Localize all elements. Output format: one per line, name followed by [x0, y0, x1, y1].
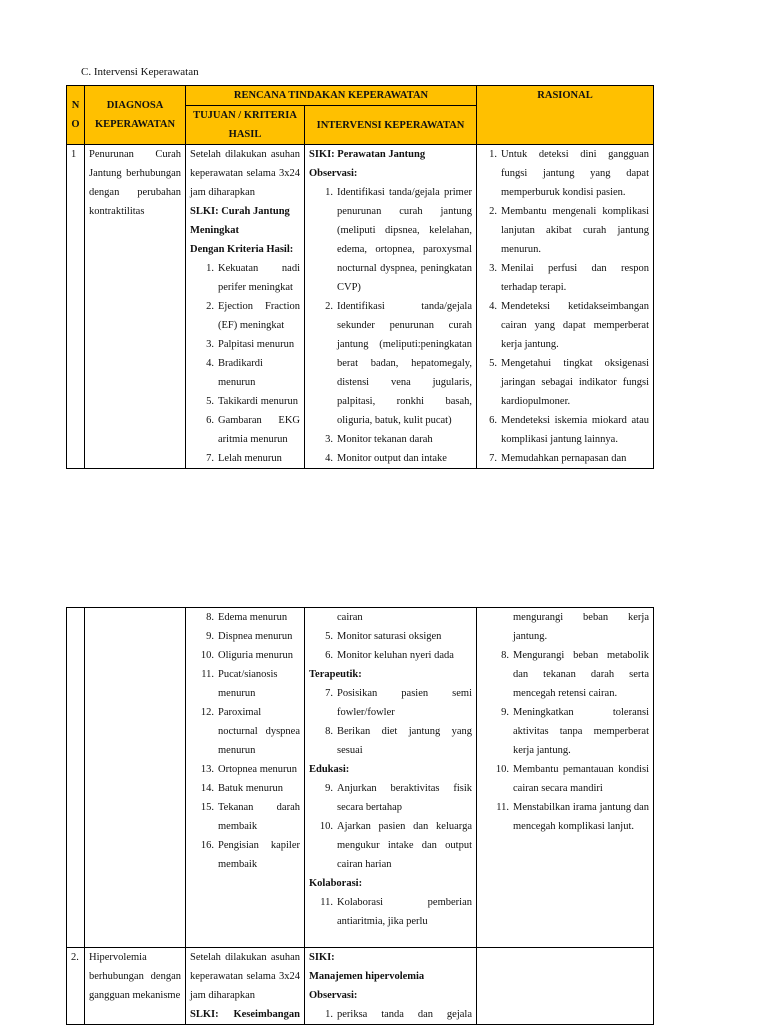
header-tujuan: TUJUAN / KRITERIA HASIL [186, 106, 305, 145]
list-number: 10. [319, 821, 333, 832]
list-number: 7. [325, 688, 333, 699]
list-number: 11. [496, 802, 509, 813]
list-text: Identifikasi tanda/gejala sekunder penurunan curah jantung (meliputi:peningkatan berat badan, hepatomegaly, distensi vena jugularis, palpitasi, ronkhi basah, oliguria, batuk, kulit pucat) [337, 301, 472, 426]
list-text: Posisikan pasien semi fowler/fowler [337, 688, 472, 718]
list-item [481, 354, 649, 411]
row-2-tujuan-intro: Setelah dilakukan asuhan keperawatan selama 3x24 jam diharapkan [190, 952, 300, 1001]
list-text: Monitor tekanan darah [337, 434, 433, 445]
list-number: 9. [206, 631, 214, 642]
row-1-tujuan [186, 145, 305, 469]
list-number: 3. [206, 339, 214, 350]
header-diagnosa: DIAGNOSA KEPERAWATAN [85, 86, 186, 145]
list-number: 15. [200, 802, 214, 813]
list-text: Paroximal nocturnal dyspnea menurun [218, 707, 300, 756]
list-text: Batuk menurun [218, 783, 284, 794]
row-1-observasi-label: Observasi: [309, 168, 358, 179]
header-rencana: RENCANA TINDAKAN KEPERAWATAN [186, 86, 477, 106]
list-number: 2. [489, 206, 497, 217]
list-item [481, 145, 649, 202]
list-text: Meningkatkan toleransi aktivitas tanpa memperberat kerja jantung. [513, 707, 649, 756]
list-item [481, 449, 649, 468]
row-1-cont-intervensi [305, 608, 477, 948]
list-text: Gambaran EKG aritmia menurun [218, 415, 300, 445]
list-number: 9. [501, 707, 509, 718]
list-number: 5. [325, 631, 333, 642]
list-item [190, 646, 300, 665]
list-item [309, 430, 472, 449]
list-text: Edema menurun [218, 612, 288, 623]
header-rasional: RASIONAL [477, 86, 654, 145]
list-item [309, 779, 472, 817]
row-1-kriteria-label: Dengan Kriteria Hasil: [190, 244, 294, 255]
list-item [309, 646, 472, 665]
list-item [190, 297, 300, 335]
row-1-observasi-list-b [309, 627, 472, 665]
row-1-kriteria-list-b [190, 608, 300, 874]
list-item [190, 779, 300, 798]
list-number: 2. [206, 301, 214, 312]
row-2-rasional [477, 948, 654, 1025]
list-text: Monitor saturasi oksigen [337, 631, 442, 642]
list-text: Lelah menurun [218, 453, 282, 464]
list-item [481, 760, 649, 798]
list-text: Mendeteksi ketidakseimbangan cairan yang dapat memperberat kerja jantung. [501, 301, 649, 350]
row-1-siki: SIKI: Perawatan Jantung [309, 149, 426, 160]
row-1-observasi-list-a [309, 183, 472, 468]
row-1-rasional-cont: mengurangi beban kerja jantung. [513, 612, 649, 642]
list-item [481, 646, 649, 703]
row-1-observasi-cont: cairan [337, 612, 363, 623]
list-number: 3. [489, 263, 497, 274]
row-1-no: 1 [67, 145, 85, 469]
row-2-intervensi [305, 948, 477, 1025]
list-number: 4. [489, 301, 497, 312]
list-text: Palpitasi menurun [218, 339, 295, 350]
list-text: Tekanan darah membaik [218, 802, 300, 832]
list-number: 6. [206, 415, 214, 426]
list-item [190, 627, 300, 646]
list-item [481, 798, 649, 836]
list-number: 1. [325, 187, 333, 198]
list-number: 1. [206, 263, 214, 274]
list-item [309, 684, 472, 722]
list-text: Mendeteksi iskemia miokard atau komplikasi jantung lainnya. [501, 415, 649, 445]
list-text: Ajarkan pasien dan keluarga mengukur intake dan output cairan harian [337, 821, 472, 870]
row-1-kolaborasi-list [309, 893, 472, 931]
list-item [309, 817, 472, 874]
list-text: Monitor keluhan nyeri dada [337, 650, 454, 661]
list-text: Mengurangi beban metabolik dan tekanan darah serta mencegah retensi cairan. [513, 650, 649, 699]
list-text: Bradikardi menurun [218, 358, 263, 388]
list-item [309, 183, 472, 297]
list-number: 7. [206, 453, 214, 464]
list-text: Identifikasi tanda/gejala primer penurunan curah jantung (meliputi dipsnea, kelelahan, edema, ortopnea, paroxysmal nocturnal dyspnea, peningkatan CVP) [337, 187, 472, 293]
list-number: 13. [200, 764, 214, 775]
list-item [481, 411, 649, 449]
row-1-kriteria-list-a [190, 259, 300, 468]
list-item [190, 608, 300, 627]
intervention-table-part-2 [66, 607, 654, 1025]
list-number: 4. [206, 358, 214, 369]
list-item [309, 449, 472, 468]
list-text: Memudahkan pernapasan dan [501, 453, 627, 464]
list-text: Takikardi menurun [218, 396, 299, 407]
list-item [481, 259, 649, 297]
list-text: Pengisian kapiler membaik [218, 840, 300, 870]
row-1-kolaborasi-label: Kolaborasi: [309, 878, 363, 889]
row-2-observasi-list [309, 1005, 472, 1024]
list-text: Pucat/sianosis menurun [218, 669, 278, 699]
row-2-diagnosa: Hipervolemia berhubungan dengan gangguan mekanisme [85, 948, 186, 1025]
section-title: C. Intervensi Keperawatan [81, 66, 199, 78]
list-text: Kolaborasi pemberian antiaritmia, jika perlu [337, 897, 472, 927]
row-2-no: 2. [67, 948, 85, 1025]
list-item [481, 202, 649, 259]
list-number: 5. [206, 396, 214, 407]
list-item [309, 722, 472, 760]
row-1-cont-no [67, 608, 85, 948]
row-2-siki: SIKI: [309, 952, 335, 963]
list-number: 6. [325, 650, 333, 661]
list-number: 4. [325, 453, 333, 464]
row-1-intervensi [305, 145, 477, 469]
list-text: Membantu mengenali komplikasi lanjutan akibat curah jantung menurun. [501, 206, 649, 255]
list-item [309, 297, 472, 430]
row-1-slki: SLKI: Curah Jantung Meningkat [190, 206, 290, 236]
list-number: 11. [320, 897, 333, 908]
list-item [481, 297, 649, 354]
list-number: 10. [495, 764, 509, 775]
list-number: 14. [200, 783, 214, 794]
list-number: 8. [206, 612, 214, 623]
list-item [190, 392, 300, 411]
list-text: Oliguria menurun [218, 650, 293, 661]
list-number: 5. [489, 358, 497, 369]
row-1-terapeutik-label: Terapeutik: [309, 669, 362, 680]
list-text: Kekuatan nadi perifer meningkat [218, 263, 300, 293]
list-text: periksa tanda dan gejala [337, 1009, 472, 1020]
intervention-table-part-1 [66, 85, 654, 469]
row-1-rasional-list-b [481, 646, 649, 836]
list-item [190, 259, 300, 297]
list-number: 10. [200, 650, 214, 661]
row-1-cont-tujuan [186, 608, 305, 948]
list-item [190, 703, 300, 760]
row-2-siki-name: Manajemen hipervolemia [309, 971, 425, 982]
list-item [481, 703, 649, 760]
list-item [190, 665, 300, 703]
list-item [190, 335, 300, 354]
header-intervensi: INTERVENSI KEPERAWATAN [305, 106, 477, 145]
list-item [190, 411, 300, 449]
list-text: Membantu pemantauan kondisi cairan secara mandiri [513, 764, 649, 794]
row-1-edukasi-label: Edukasi: [309, 764, 350, 775]
list-number: 8. [325, 726, 333, 737]
list-item [190, 354, 300, 392]
list-text: Ejection Fraction (EF) meningkat [218, 301, 300, 331]
list-item [309, 627, 472, 646]
list-text: Untuk deteksi dini gangguan fungsi jantung yang dapat memperburuk kondisi pasien. [501, 149, 649, 198]
list-item [190, 836, 300, 874]
list-number: 2. [325, 301, 333, 312]
list-number: 16. [200, 840, 214, 851]
list-number: 9. [325, 783, 333, 794]
list-number: 12. [200, 707, 214, 718]
list-number: 1. [325, 1009, 333, 1020]
list-number: 6. [489, 415, 497, 426]
list-text: Ortopnea menurun [218, 764, 298, 775]
list-text: Mengetahui tingkat oksigenasi jaringan sebagai indikator fungsi kardiopulmoner. [501, 358, 649, 407]
row-2-slki: SLKI: Keseimbangan [190, 1009, 300, 1020]
list-text: Berikan diet jantung yang sesuai [337, 726, 472, 756]
list-text: Menilai perfusi dan respon terhadap terapi. [501, 263, 649, 293]
row-2-observasi-label: Observasi: [309, 990, 358, 1001]
list-number: 3. [325, 434, 333, 445]
row-2-tujuan [186, 948, 305, 1025]
list-item [190, 760, 300, 779]
list-item [190, 798, 300, 836]
row-1-cont-rasional [477, 608, 654, 948]
row-1-terapeutik-list [309, 684, 472, 760]
row-1-diagnosa: Penurunan Curah Jantung berhubungan dengan perubahan kontraktilitas [85, 145, 186, 469]
list-item [309, 1005, 472, 1024]
row-1-edukasi-list [309, 779, 472, 874]
row-1-cont-diagnosa [85, 608, 186, 948]
row-1-rasional-list-a [481, 145, 649, 468]
list-item [190, 449, 300, 468]
list-text: Monitor output dan intake [337, 453, 447, 464]
list-text: Menstabilkan irama jantung dan mencegah komplikasi lanjut. [513, 802, 649, 832]
row-1-rasional [477, 145, 654, 469]
list-text: Anjurkan beraktivitas fisik secara bertahap [337, 783, 472, 813]
list-number: 1. [489, 149, 497, 160]
list-number: 11. [201, 669, 214, 680]
row-1-tujuan-intro: Setelah dilakukan asuhan keperawatan selama 3x24 jam diharapkan [190, 149, 300, 198]
list-number: 7. [489, 453, 497, 464]
list-item [309, 893, 472, 931]
list-number: 8. [501, 650, 509, 661]
list-text: Dispnea menurun [218, 631, 293, 642]
header-no: N O [67, 86, 85, 145]
